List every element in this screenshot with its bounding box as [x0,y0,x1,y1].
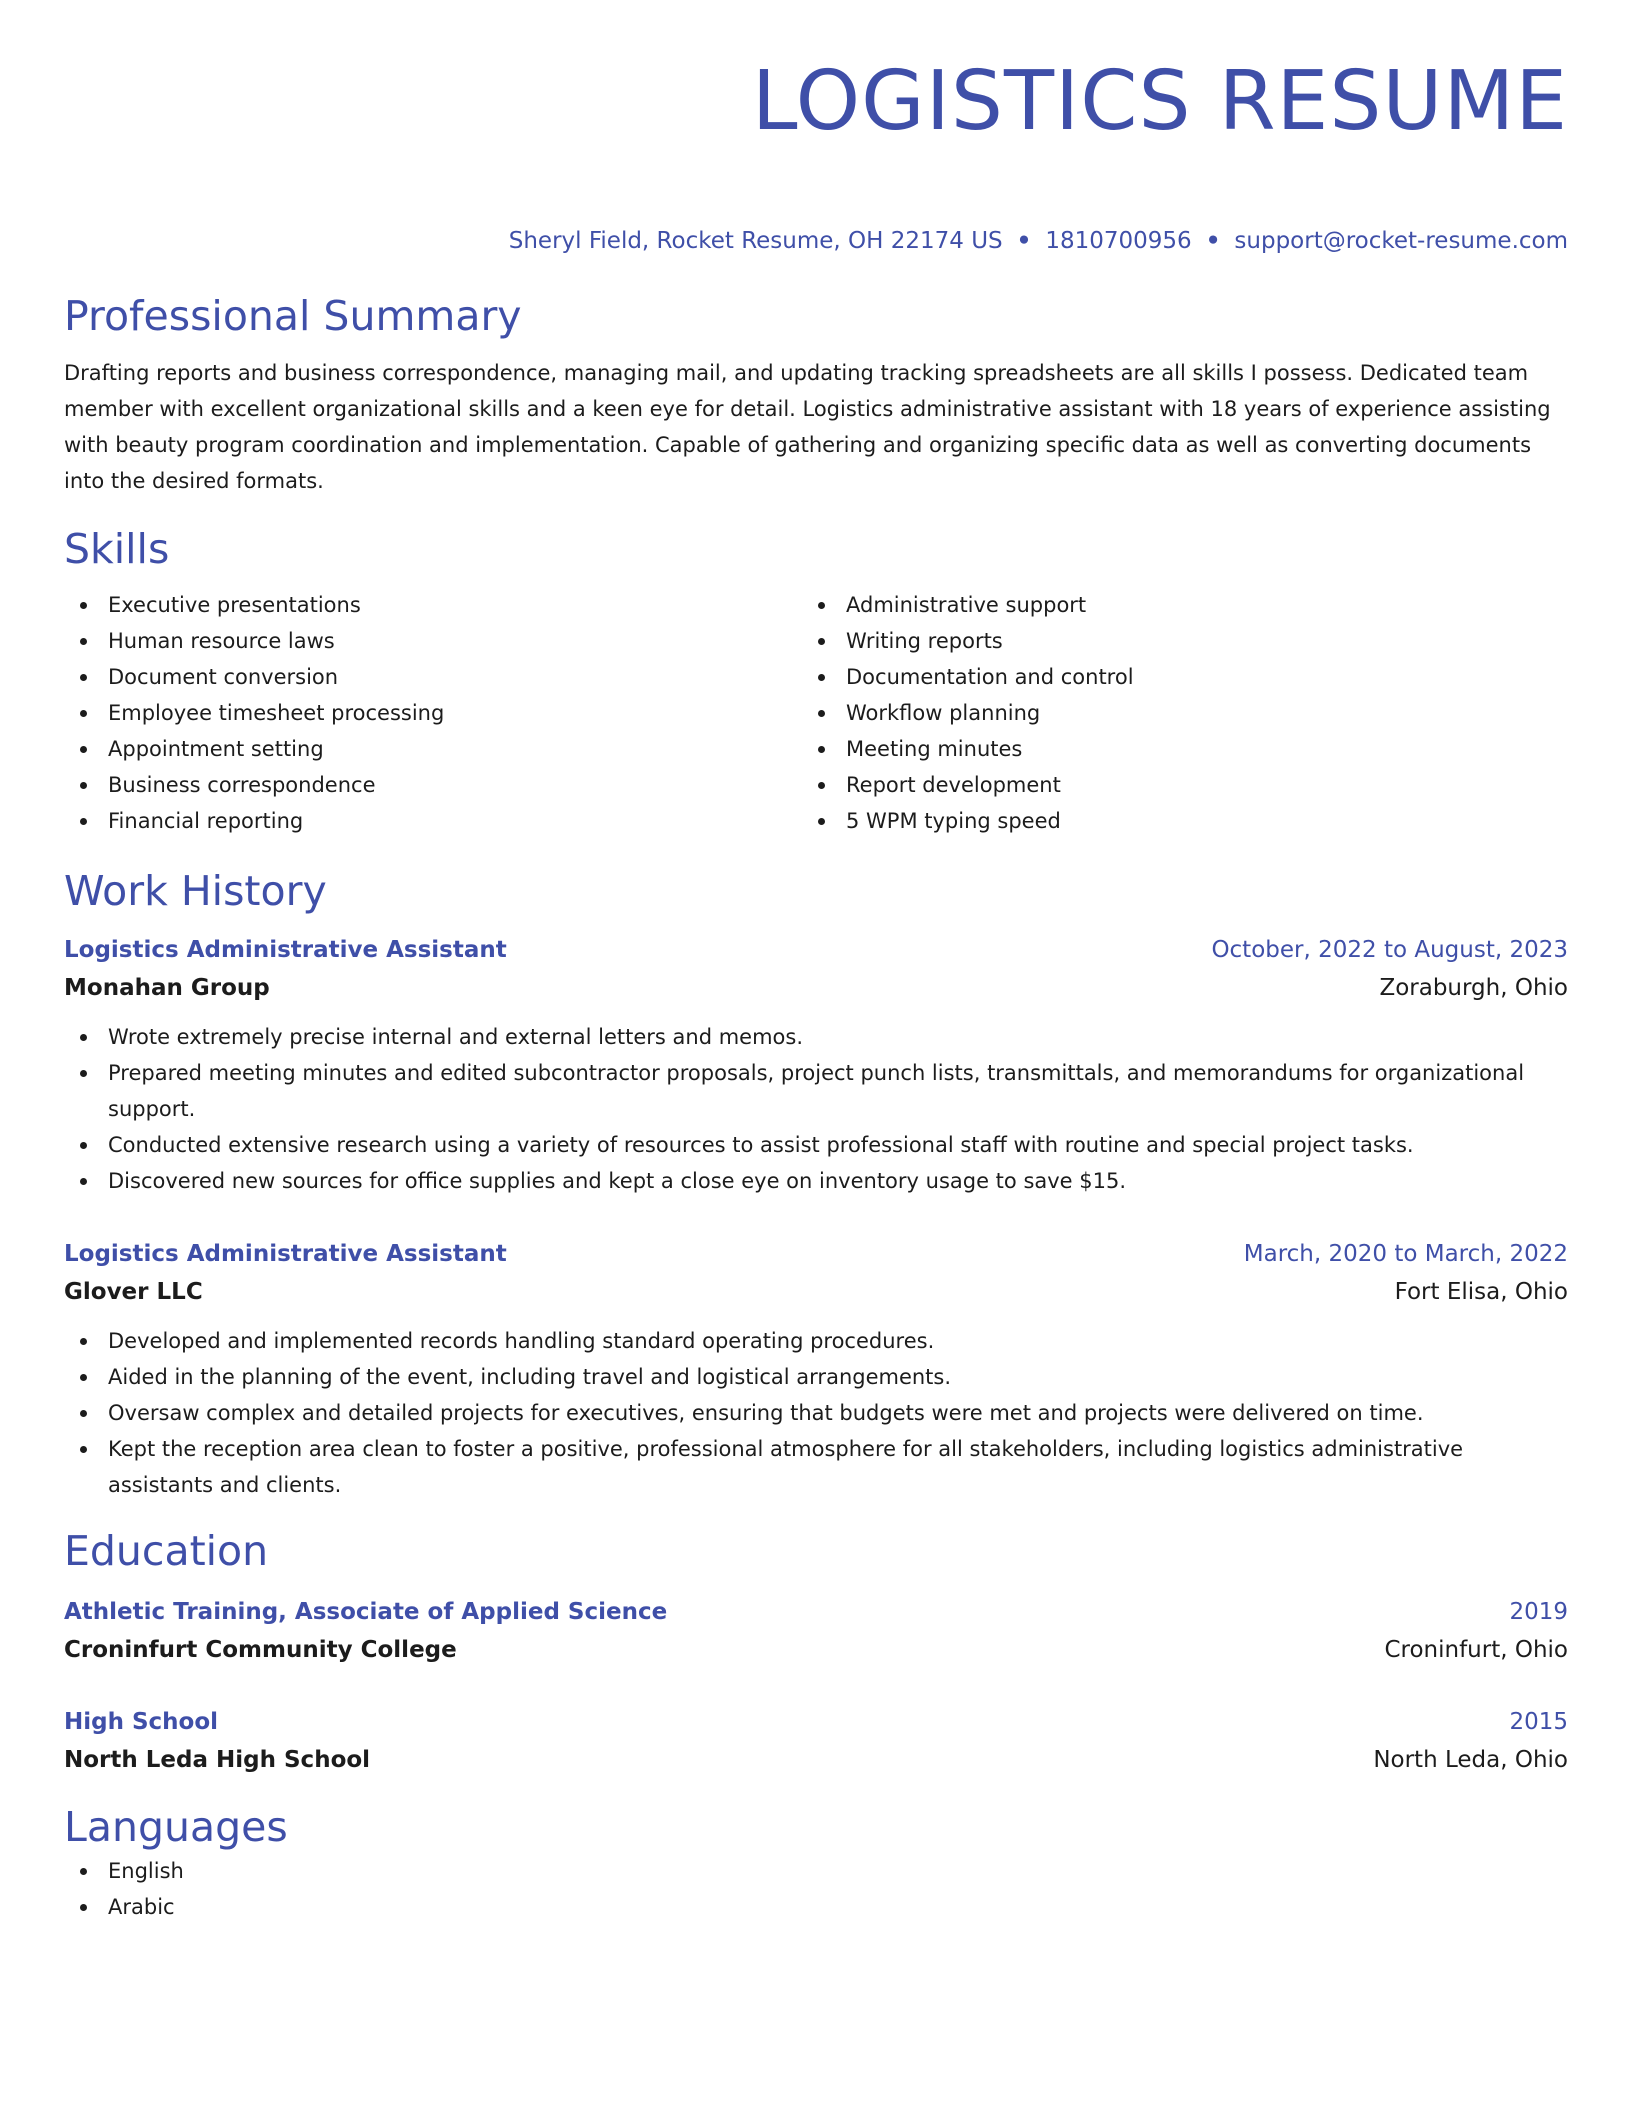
language-item: English [64,1853,1568,1889]
job-duty: Oversaw complex and detailed projects for executives, ensuring that budgets were met and projects were delivered on time. [64,1395,1568,1431]
skill-item: Executive presentations [64,587,802,623]
job-duty: Kept the reception area clean to foster a positive, professional atmosphere for all stakeholders, including logistics administrative assistants and clients. [64,1431,1568,1503]
bullet-icon [80,674,87,681]
skills-grid [64,587,1568,839]
bullet-icon [80,602,87,609]
skill-item: Workflow planning [802,695,1540,731]
bullet-icon [80,1374,87,1381]
education-degree-row [64,1593,1568,1631]
work-history-heading: Work History [64,867,327,915]
bullet-icon [80,1034,87,1041]
skill-item: Writing reports [802,623,1540,659]
bullet-icon [80,1178,87,1185]
skills-column-left [64,587,802,839]
job-duties-list [64,1323,1568,1503]
education-school-row [64,1631,1568,1669]
job-entry [64,931,1568,1199]
languages-heading: Languages [64,1803,288,1851]
bullet-icon [818,710,825,717]
bullet-icon [818,746,825,753]
bullet-icon [818,638,825,645]
bullet-icon [80,746,87,753]
summary-heading: Professional Summary [64,292,522,340]
resume-header [64,52,1568,256]
job-dates: October, 2022 to August, 2023 [1211,937,1568,963]
contact-email: support@rocket-resume.com [1234,228,1568,254]
job-location: Zoraburgh, Ohio [1379,975,1568,1001]
skill-item: Appointment setting [64,731,802,767]
education-school-row [64,1741,1568,1779]
bullet-icon [80,818,87,825]
education-location: Croninfurt, Ohio [1384,1637,1568,1663]
job-duty: Conducted extensive research using a variety of resources to assist professional staff with routine and special project tasks. [64,1127,1568,1163]
job-location: Fort Elisa, Ohio [1394,1279,1568,1305]
summary-text: Drafting reports and business correspondence, managing mail, and updating tracking spreadsheets are all skills I possess. Dedicated team member with excellent organizational skills and a keen eye for detail. Logistics administrative assistant with 18 years of experience assisting with beauty program coordination and implementation. Capable of gathering and organizing specific data as well as converting documents into the desired formats. [64,361,1551,493]
education-location: North Leda, Ohio [1373,1747,1568,1773]
skill-item: Financial reporting [64,803,802,839]
job-company-row [64,1273,1568,1311]
bullet-icon [818,818,825,825]
job-entry [64,1235,1568,1503]
job-company-row [64,969,1568,1007]
bullet-icon [80,1904,87,1911]
bullet-icon [818,602,825,609]
skill-item: Human resource laws [64,623,802,659]
skill-item: Meeting minutes [802,731,1540,767]
skills-column-right [802,587,1540,839]
language-item: Arabic [64,1889,1568,1925]
job-duties-list [64,1019,1568,1199]
skills-heading: Skills [64,525,170,573]
job-duty: Wrote extremely precise internal and external letters and memos. [64,1019,1568,1055]
education-degree: Athletic Training, Associate of Applied Science [64,1599,668,1625]
job-duty: Aided in the planning of the event, including travel and logistical arrangements. [64,1359,1568,1395]
education-year: 2019 [1509,1599,1568,1625]
bullet-icon [80,1446,87,1453]
bullet-icon [80,1410,87,1417]
education-degree-row [64,1703,1568,1741]
job-company: Glover LLC [64,1279,203,1305]
skills-list-right [802,587,1540,839]
bullet-icon [80,782,87,789]
skill-item: Report development [802,767,1540,803]
job-dates: March, 2020 to March, 2022 [1243,1241,1568,1267]
bullet-icon [80,1070,87,1077]
bullet-icon [80,1338,87,1345]
education-school: North Leda High School [64,1747,371,1773]
skill-item: Document conversion [64,659,802,695]
bullet-icon [80,1868,87,1875]
education-entry [64,1703,1568,1779]
skill-item: Documentation and control [802,659,1540,695]
job-title: Logistics Administrative Assistant [64,937,507,963]
bullet-icon [818,674,825,681]
contact-phone: 1810700956 [1045,228,1192,254]
resume-title: LOGISTICS RESUME [751,54,1568,149]
job-duty: Developed and implemented records handling standard operating procedures. [64,1323,1568,1359]
bullet-icon [80,1142,87,1149]
contact-line [64,226,1568,256]
job-company: Monahan Group [64,975,270,1001]
contact-address: Sheryl Field, Rocket Resume, OH 22174 US [508,228,1003,254]
contact-separator: • [1016,228,1032,254]
job-duty: Prepared meeting minutes and edited subcontractor proposals, project punch lists, transmittals, and memorandums for organizational support. [64,1055,1568,1127]
education-heading: Education [64,1527,269,1575]
bullet-icon [80,638,87,645]
job-title-row [64,931,1568,969]
skill-item: Administrative support [802,587,1540,623]
bullet-icon [80,710,87,717]
bullet-icon [818,782,825,789]
skill-item: Employee timesheet processing [64,695,802,731]
contact-separator: • [1205,228,1221,254]
skill-item: Business correspondence [64,767,802,803]
education-year: 2015 [1509,1709,1568,1735]
job-title: Logistics Administrative Assistant [64,1241,507,1267]
job-title-row [64,1235,1568,1273]
education-degree: High School [64,1709,219,1735]
education-school: Croninfurt Community College [64,1637,457,1663]
education-entry [64,1593,1568,1669]
languages-list [64,1853,1568,1925]
skill-item: 5 WPM typing speed [802,803,1540,839]
job-duty: Discovered new sources for office supplies and kept a close eye on inventory usage to save $15. [64,1163,1568,1199]
skills-list-left [64,587,802,839]
